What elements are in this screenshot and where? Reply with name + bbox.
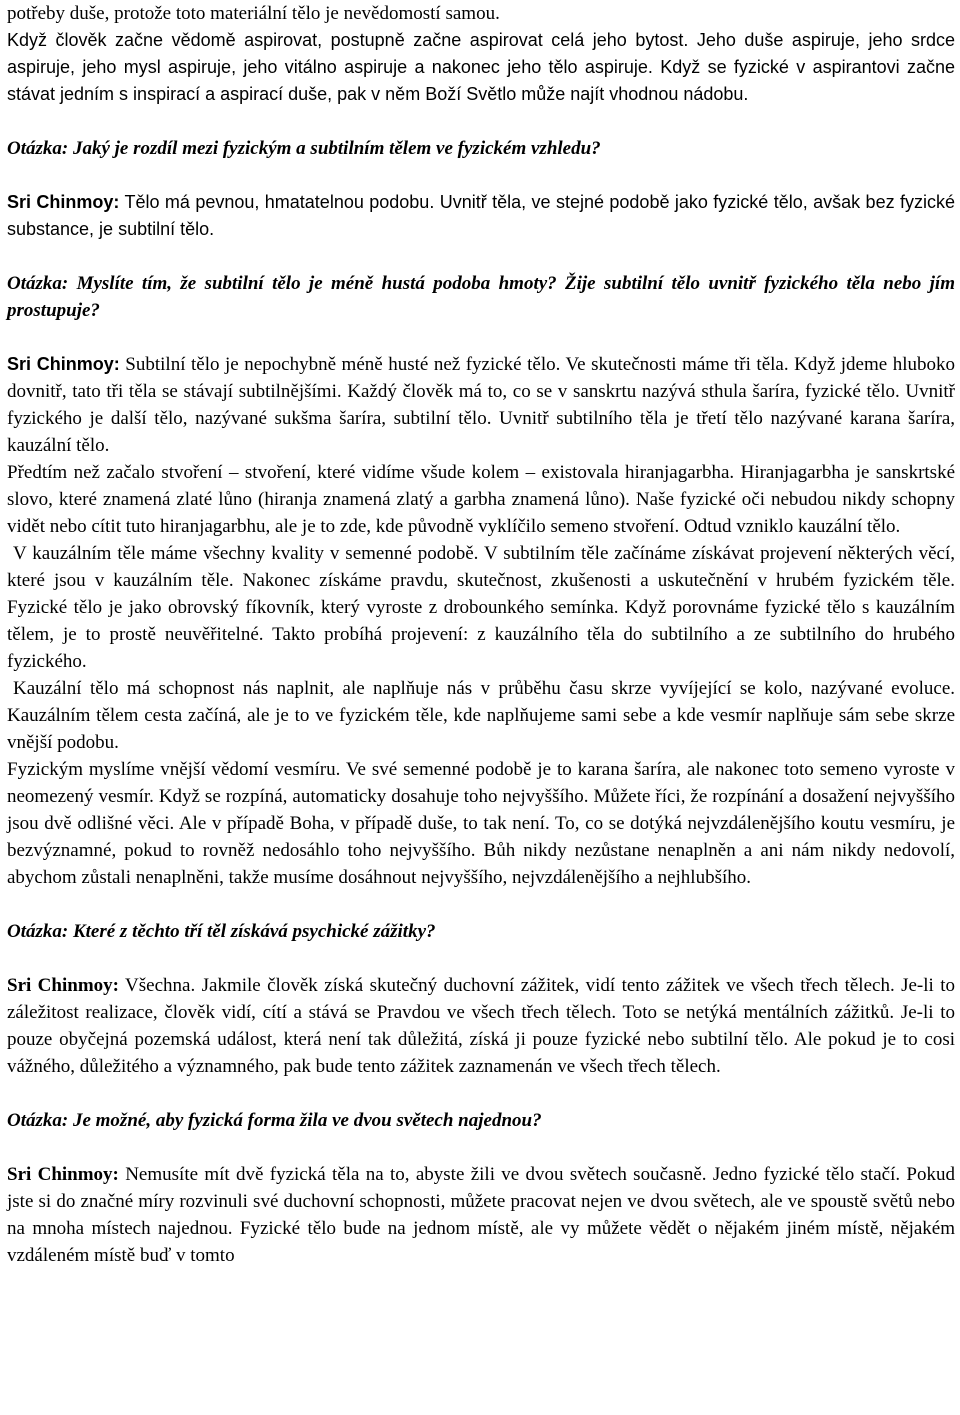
speaker-label: Sri Chinmoy:: [7, 354, 120, 374]
answer-4: [7, 1161, 955, 1269]
answer-text: Tělo má pevnou, hmatatelnou podobu. Uvnitř těla, ve stejné podobě jako fyzické tělo, avšak bez fyzické substance, je subtilní tělo.: [7, 192, 955, 239]
speaker-label: Sri Chinmoy:: [7, 192, 120, 212]
paragraph-causal-body: [7, 540, 955, 675]
document-page: [7, 0, 955, 1269]
speaker-label: Sri Chinmoy:: [7, 975, 119, 996]
speaker-label: Sri Chinmoy:: [7, 1164, 119, 1185]
spacer: [7, 324, 955, 351]
paragraph-intro: potřeby duše, protože toto materiální tělo je nevědomostí samou.: [7, 3, 500, 24]
answer-text: Subtilní tělo je nepochybně méně husté než fyzické tělo. Ve skutečnosti máme tři těla. Když jdeme hluboko dovnitř, tato tři těla se stávají subtilnějšími. Každý člověk má to, co se v sanskrtu nazývá sthula šaríra, fyzické tělo. Uvnitř fyzického je další tělo, nazývané sukšma šaríra, subtilní tělo. Uvnitř subtilního těla je třetí tělo nazývané karana šaríra, kauzální tělo.: [7, 354, 955, 456]
question-4: Otázka: Je možné, aby fyzická forma žila ve dvou světech najednou?: [7, 1110, 542, 1131]
answer-3: [7, 972, 955, 1080]
spacer: [7, 1080, 955, 1107]
paragraph-aspiration: Když člověk začne vědomě aspirovat, postupně začne aspirovat celá jeho bytost. Jeho duše aspiruje, jeho srdce aspiruje, jeho mysl aspiruje, jeho vitálno aspiruje a nakonec jeho tělo aspiruje. Když se fyzické v aspirantovi začne stávat jedním s inspirací a aspirací duše, pak v něm Boží Světlo může najít vhodnou nádobu.: [7, 30, 955, 104]
answer-text: Nemusíte mít dvě fyzická těla na to, abyste žili ve dvou světech současně. Jedno fyzické tělo stačí. Pokud jste si do značné míry rozvinuli své duchovní schopnosti, můžete pracovat nejen ve dvou světech, ale ve spoustě světů nebo na mnoha místech najednou. Fyzické tělo bude na jednom místě, ale vy můžete vědět o nějakém jiném místě, nějakém vzdáleném místě buď v tomto: [7, 1164, 955, 1266]
question-2: Otázka: Myslíte tím, že subtilní tělo je méně hustá podoba hmoty? Žije subtilní tělo uvnitř fyzického těla nebo jím prostupuje?: [7, 273, 955, 321]
spacer: [7, 162, 955, 189]
spacer: [7, 1134, 955, 1161]
paragraph-universe: Fyzickým myslíme vnější vědomí vesmíru. Ve své semenné podobě je to karana šaríra, ale nakonec toto semeno vyroste v neomezený vesmír. Když se rozpíná, automaticky dosahuje toho nejvyššího. Můžete říci, že rozpínání a dosažení nejvyššího jsou dvě odlišné věci. Ale v případě Boha, v případě duše, to tak není. To, co se dotýká nejvzdálenějšího koutu vesmíru, je bezvýznamné, pokud to rovněž nedosáhlo toho nejvyššího. Bůh nikdy nezůstane nenaplněn a ani nám nikdy nedovolí, abychom zůstali nenaplněni, takže musíme dosáhnout nejvyššího, nejvzdálenějšího a nejhlubšího.: [7, 759, 955, 888]
spacer: [7, 243, 955, 270]
paragraph-text: Kauzální tělo má schopnost nás naplnit, ale naplňuje nás v průběhu času skrze vyvíjející se kolo, nazývané evoluce. Kauzálním tělem cesta začíná, ale je to ve fyzickém těle, kde naplňujeme sami sebe a kde vesmír naplňuje sám sebe skrze vnější podobu.: [7, 678, 955, 753]
answer-1: [7, 189, 955, 243]
paragraph-evolution: [7, 675, 955, 756]
paragraph-hiranjagarbha: Předtím než začalo stvoření – stvoření, které vidíme všude kolem – existovala hiranjagarbha. Hiranjagarbha je sanskrtské slovo, které znamená zlaté lůno (hiranja znamená zlatý a garbha znamená lůno). Naše fyzické oči nebudou nikdy schopny vidět nebo cítit tuto hiranjagarbhu, ale je to zde, kde původně vyklíčilo semeno stvoření. Odtud vzniklo kauzální tělo.: [7, 462, 955, 537]
answer-2: [7, 351, 955, 459]
answer-text: Všechna. Jakmile člověk získá skutečný duchovní zážitek, vidí tento zážitek ve všech třech tělech. Je-li to záležitost realizace, člověk vidí, cítí a stává se Pravdou ve všech třech tělech. Toto se netýká mentálních zážitků. Je-li to pouze obyčejná pozemská událost, která není tak důležitá, získá ji pouze fyzické nebo subtilní tělo. Ale pokud je to cosi vážného, důležitého a významného, pak bude tento zážitek zaznamenán ve všech třech tělech.: [7, 975, 955, 1077]
spacer: [7, 891, 955, 918]
question-3: Otázka: Které z těchto tří těl získává psychické zážitky?: [7, 921, 436, 942]
question-1: Otázka: Jaký je rozdíl mezi fyzickým a subtilním tělem ve fyzickém vzhledu?: [7, 138, 601, 159]
spacer: [7, 945, 955, 972]
paragraph-text: V kauzálním těle máme všechny kvality v semenné podobě. V subtilním těle začínáme získávat projevení některých věcí, které jsou v kauzálním těle. Nakonec získáme pravdu, skutečnost, zkušenosti a uskutečnění v hrubém fyzickém těle. Fyzické tělo je jako obrovský fíkovník, který vyroste z drobounkého semínka. Když porovnáme fyzické tělo s kauzálním tělem, je to prostě neuvěřitelné. Takto probíhá projevení: z kauzálního těla do subtilního a ze subtilního do hrubého fyzického.: [7, 543, 955, 672]
spacer: [7, 108, 955, 135]
